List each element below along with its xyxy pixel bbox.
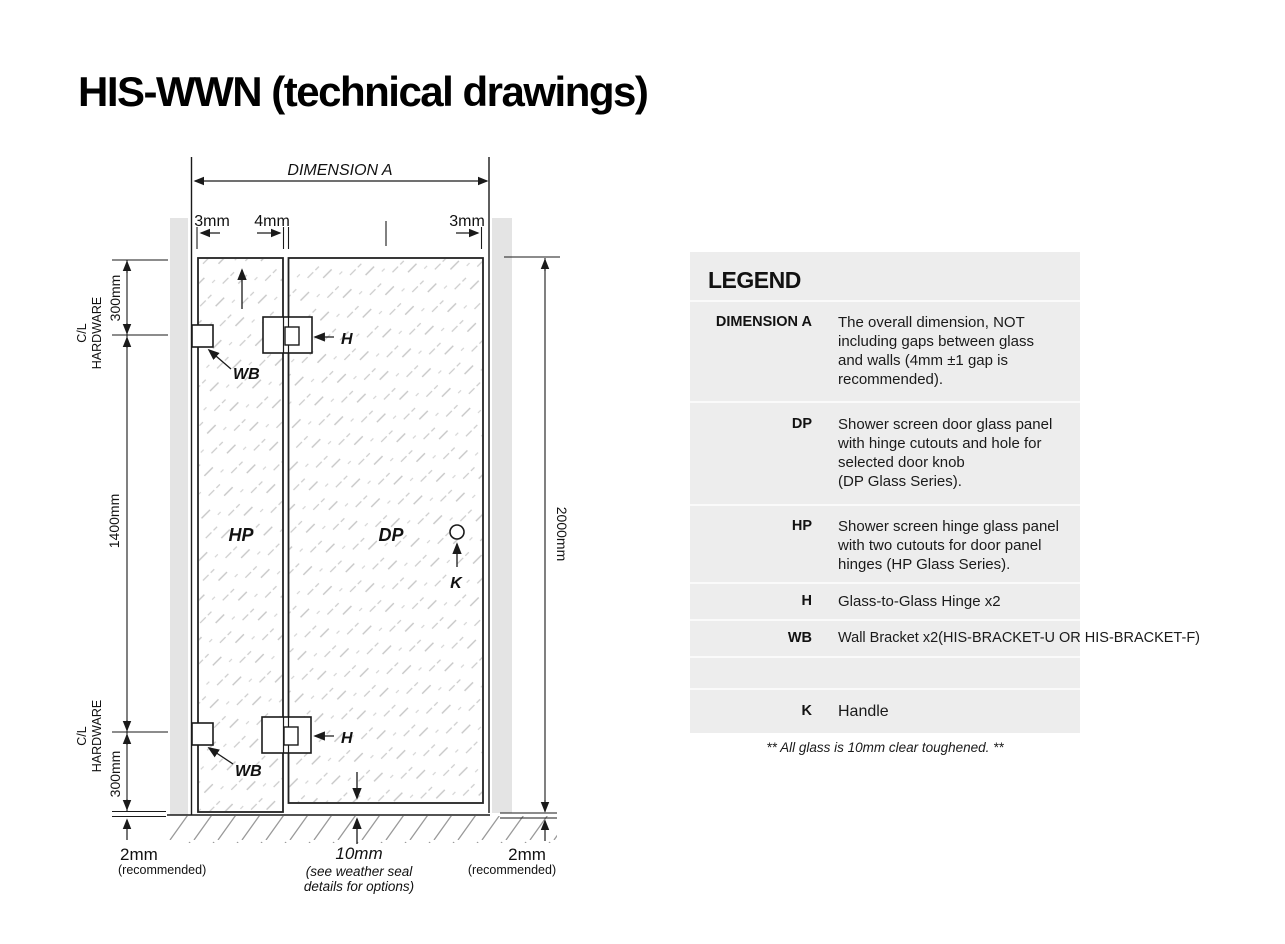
hinge-bottom: [262, 717, 311, 753]
gap-10mm-label: 10mm: [335, 844, 383, 863]
cl-hardware-bottom-line2: HARDWARE: [90, 699, 104, 773]
hinge-bottom-label: H: [341, 730, 353, 747]
wall-bracket-top: [192, 325, 213, 347]
wall-bracket-top-label: WB: [233, 366, 260, 383]
legend-heading: LEGEND: [708, 267, 801, 293]
wall-bracket-bottom-label: WB: [235, 763, 262, 780]
hinge-top: [263, 317, 312, 353]
handle-knob: [450, 525, 464, 539]
gap-2mm-left-recommended: (recommended): [118, 863, 207, 877]
panel-hp-label: HP: [228, 525, 254, 545]
hinge-top-label: H: [341, 331, 353, 348]
panel-dp-label: DP: [378, 525, 404, 545]
seal-note-line2: details for options): [303, 879, 415, 894]
seal-note-line1: (see weather seal: [305, 864, 413, 879]
gap-2mm-right-label: 2mm: [508, 845, 546, 864]
wall-bracket-bottom: [192, 723, 213, 745]
gap-2mm-right-recommended: (recommended): [467, 863, 557, 877]
legend-description: Wall Bracket x2(HIS-BRACKET-U OR HIS-BRACKET-F): [838, 630, 1201, 646]
legend-label: K: [801, 703, 812, 719]
legend-panel: [690, 252, 1201, 733]
legend-description: Handle: [838, 703, 889, 720]
dimension-a-label: DIMENSION A: [287, 162, 393, 179]
dim-1400-label: 1400mm: [106, 493, 122, 549]
legend-row-dp: [690, 401, 1080, 504]
cl-hardware-top-line2: HARDWARE: [90, 296, 104, 370]
legend-row-hp: [690, 504, 1080, 582]
legend-label: DP: [791, 416, 812, 432]
gap-3mm-right-label: 3mm: [449, 213, 485, 230]
wall-left: [170, 218, 188, 815]
gap-4mm-label: 4mm: [254, 213, 290, 230]
legend-label: [690, 658, 812, 688]
cl-hardware-top-line1: C/L: [75, 323, 89, 343]
legend-description: Shower screen hinge glass panel with two cutouts for door panel hinges (HP Glass Series).: [838, 518, 1059, 573]
dim-2000-label: 2000mm: [554, 506, 570, 562]
legend-label: HP: [791, 518, 812, 534]
legend-description: The overall dimension, NOT including gaps between glass and walls (4mm ±1 gap is recommended).: [838, 314, 1034, 388]
legend-row-dimension-a: [690, 300, 1080, 401]
cl-hardware-bottom-line1: C/L: [75, 726, 89, 746]
legend-label: WB: [787, 630, 812, 646]
legend-row-h: [690, 582, 1080, 619]
floor-hatch: [167, 816, 557, 843]
dim-300-top-label: 300mm: [107, 274, 123, 322]
legend-row-spacer: [690, 656, 1080, 688]
gap-3mm-left-label: 3mm: [194, 213, 230, 230]
legend-row-k: [690, 688, 1080, 736]
page-title: HIS-WWN (technical drawings): [78, 68, 648, 115]
legend-label: H: [801, 593, 812, 609]
handle-label: K: [450, 575, 462, 592]
legend-label: DIMENSION A: [715, 314, 812, 330]
legend-description: Glass-to-Glass Hinge x2: [838, 593, 1001, 610]
glass-note: ** All glass is 10mm clear toughened. **: [766, 740, 1004, 755]
legend-description: Shower screen door glass panel with hinge cutouts and hole for selected door knob (DP Glass Series).: [838, 416, 1053, 490]
legend-row-wb: [690, 619, 1201, 656]
legend-header: [690, 252, 1080, 300]
gap-2mm-left-label: 2mm: [120, 845, 158, 864]
dim-300-bottom-label: 300mm: [107, 750, 123, 798]
wall-right: [492, 218, 512, 813]
